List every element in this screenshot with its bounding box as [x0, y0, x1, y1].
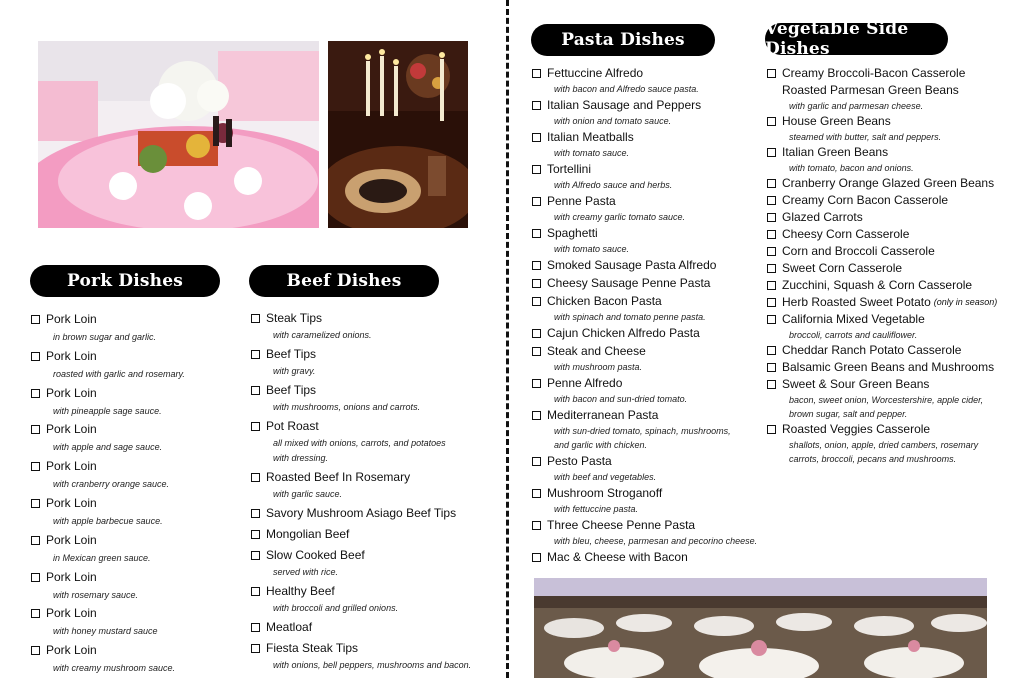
- dish-name: Slow Cooked Beef: [266, 548, 365, 562]
- menu-item-row: [251, 311, 501, 326]
- dish-name: Beef Tips: [266, 383, 317, 397]
- menu-item: [251, 548, 501, 578]
- dish-name: Mushroom Stroganoff: [547, 486, 663, 500]
- dish-description: with tomato sauce.: [554, 244, 630, 254]
- pork-dishes-list: [31, 311, 231, 678]
- dish-description: with bacon and Alfredo sauce pasta.: [554, 84, 699, 94]
- candlelit-table-photo: [328, 41, 468, 228]
- checkbox-icon[interactable]: [251, 422, 260, 431]
- menu-item-row: [31, 533, 231, 548]
- dish-name: Pork Loin: [46, 569, 97, 584]
- checkbox-icon[interactable]: [532, 165, 541, 174]
- menu-item-row: [767, 176, 1007, 191]
- menu-item: [251, 641, 501, 671]
- menu-item: [31, 348, 231, 385]
- dish-name: Spaghetti: [547, 226, 598, 240]
- checkbox-icon[interactable]: [532, 489, 541, 498]
- menu-item: [251, 311, 501, 341]
- checkbox-icon[interactable]: [532, 197, 541, 206]
- dish-name: Roasted Veggies Casserole: [782, 422, 931, 436]
- checkbox-icon[interactable]: [251, 587, 260, 596]
- checkbox-icon[interactable]: [767, 117, 776, 126]
- checkbox-icon[interactable]: [251, 350, 260, 359]
- checkbox-icon[interactable]: [532, 553, 541, 562]
- checkbox-icon[interactable]: [31, 573, 40, 582]
- menu-item-row: [31, 606, 231, 621]
- menu-item-row: [532, 276, 767, 291]
- menu-item-row: [251, 620, 501, 635]
- checkbox-icon[interactable]: [251, 473, 260, 482]
- dish-name: Creamy Broccoli-Bacon Casserole: [782, 66, 966, 80]
- menu-item: [532, 294, 767, 323]
- dish-name: Steak Tips: [266, 311, 323, 325]
- dish-name: Roasted Parmesan Green Beans: [782, 83, 959, 97]
- menu-item: [251, 383, 501, 413]
- dish-name: Glazed Carrots: [782, 210, 863, 224]
- menu-item-row: [532, 130, 767, 145]
- menu-item-row: [31, 643, 231, 658]
- dish-name: Three Cheese Penne Pasta: [547, 518, 696, 532]
- menu-item-row: [767, 261, 1007, 276]
- menu-item: [31, 311, 231, 348]
- dish-description: with bleu, cheese, parmesan and pecorino cheese.: [554, 536, 758, 546]
- dish-description: and garlic with chicken.: [554, 440, 648, 450]
- checkbox-icon[interactable]: [532, 347, 541, 356]
- dish-description: with fettuccine pasta.: [554, 504, 639, 514]
- menu-item-row: [767, 227, 1007, 242]
- dish-name: Meatloaf: [266, 620, 313, 634]
- dish-description: in brown sugar and garlic.: [53, 332, 157, 342]
- menu-item: [767, 343, 1007, 358]
- menu-item: [251, 347, 501, 377]
- menu-item: [532, 326, 767, 341]
- checkbox-icon[interactable]: [767, 363, 776, 372]
- menu-item-row: [251, 584, 501, 599]
- menu-item-row: [767, 83, 1007, 98]
- dish-description: in Mexican green sauce.: [53, 552, 151, 563]
- dish-name: Pork Loin: [46, 385, 97, 400]
- menu-item-row: [251, 470, 501, 485]
- dish-description: with bacon and sun-dried tomato.: [554, 394, 688, 404]
- dish-description: steamed with butter, salt and peppers.: [789, 132, 942, 142]
- menu-item-row: [532, 376, 767, 391]
- checkbox-icon[interactable]: [31, 536, 40, 545]
- dish-description: with sun-dried tomato, spinach, mushrooms,: [554, 426, 731, 436]
- menu-item: [767, 312, 1007, 341]
- menu-item-row: [532, 294, 767, 309]
- menu-item: [767, 422, 1007, 465]
- dish-name: Cheddar Ranch Potato Casserole: [782, 343, 962, 357]
- dish-description: with apple and sage sauce.: [53, 442, 163, 453]
- dish-name: Balsamic Green Beans and Mushrooms: [782, 360, 995, 374]
- dish-description: with pineapple sage sauce.: [53, 405, 162, 416]
- checkbox-icon[interactable]: [251, 530, 260, 539]
- dish-description: broccoli, carrots and cauliflower.: [789, 330, 918, 340]
- dish-name: Pork Loin: [46, 312, 97, 326]
- dish-name: Fettuccine Alfredo: [547, 66, 644, 80]
- checkbox-icon[interactable]: [31, 609, 40, 618]
- menu-item: [532, 454, 767, 483]
- menu-item-row: [251, 419, 501, 434]
- menu-item: [251, 584, 501, 614]
- dish-description: with onion and tomato sauce.: [554, 116, 672, 126]
- checkbox-icon[interactable]: [767, 69, 776, 78]
- checkbox-icon[interactable]: [251, 623, 260, 632]
- menu-item-row: [532, 326, 767, 341]
- menu-item: [31, 569, 231, 606]
- pasta-dishes-heading: Pasta Dishes: [531, 24, 715, 56]
- checkbox-icon[interactable]: [31, 389, 40, 398]
- dish-description: with tomato, bacon and onions.: [789, 163, 914, 173]
- dish-description: with apple barbecue sauce.: [53, 515, 163, 526]
- dish-name: Pork Loin: [46, 459, 97, 474]
- dish-description: with rosemary sauce.: [53, 589, 139, 600]
- menu-item: [532, 66, 767, 95]
- dish-description: all mixed with onions, carrots, and potatoes: [273, 438, 446, 448]
- menu-item-row: [31, 570, 231, 585]
- menu-item: [767, 83, 1007, 112]
- menu-item: [532, 98, 767, 127]
- menu-item: [532, 408, 767, 451]
- checkbox-icon[interactable]: [31, 646, 40, 655]
- menu-item: [532, 486, 767, 515]
- dish-description: with cranberry orange sauce.: [53, 479, 170, 490]
- dish-name: Beef Tips: [266, 347, 317, 361]
- checkbox-icon[interactable]: [532, 133, 541, 142]
- dish-name: Creamy Corn Bacon Casserole: [782, 193, 949, 207]
- dish-description: with dressing.: [273, 453, 329, 463]
- dish-description: roasted with garlic and rosemary.: [53, 368, 185, 379]
- dish-name: Healthy Beef: [266, 584, 335, 598]
- dish-name: Italian Green Beans: [782, 145, 889, 159]
- dish-name: Cheesy Sausage Penne Pasta: [547, 276, 711, 290]
- menu-item-row: [532, 226, 767, 241]
- checkbox-icon[interactable]: [31, 315, 40, 324]
- checkbox-icon[interactable]: [767, 264, 776, 273]
- menu-item-row: [767, 145, 1007, 160]
- checkbox-icon[interactable]: [767, 425, 776, 434]
- menu-item-row: [31, 386, 231, 401]
- dish-description: with tomato sauce.: [554, 148, 630, 158]
- menu-item: [31, 495, 231, 532]
- checkbox-icon[interactable]: [532, 329, 541, 338]
- menu-item-row: [767, 193, 1007, 208]
- menu-item: [767, 244, 1007, 259]
- dish-description: bacon, sweet onion, Worcestershire, apple cider,: [789, 395, 984, 405]
- checkbox-icon[interactable]: [767, 196, 776, 205]
- checkbox-icon[interactable]: [767, 298, 776, 307]
- banquet-hall-photo: [534, 578, 987, 678]
- menu-item: [251, 419, 501, 464]
- menu-item-row: [31, 349, 231, 364]
- checkbox-icon[interactable]: [532, 229, 541, 238]
- checkbox-icon[interactable]: [767, 346, 776, 355]
- menu-item-row: [532, 486, 767, 501]
- dish-name: Fiesta Steak Tips: [266, 641, 359, 655]
- menu-item-row: [532, 550, 767, 565]
- dish-name: Pork Loin: [46, 643, 97, 658]
- dish-description: with mushroom pasta.: [554, 362, 643, 372]
- dish-name: Savory Mushroom Asiago Beef Tips: [266, 506, 457, 520]
- menu-item: [767, 377, 1007, 420]
- menu-item: [31, 458, 231, 495]
- dish-description: with Alfredo sauce and herbs.: [554, 180, 673, 190]
- dish-name: Roasted Beef In Rosemary: [266, 470, 411, 484]
- dish-name: Italian Sausage and Peppers: [547, 98, 702, 112]
- checkbox-icon[interactable]: [31, 425, 40, 434]
- dish-description: shallots, onion, apple, dried cambers, rosemary: [789, 440, 979, 450]
- menu-item-row: [767, 295, 1007, 310]
- checkbox-icon[interactable]: [251, 386, 260, 395]
- checkbox-icon[interactable]: [767, 281, 776, 290]
- menu-item-row: [31, 422, 231, 437]
- dish-name: Sweet Corn Casserole: [782, 261, 903, 275]
- dish-name: Mediterranean Pasta: [547, 408, 659, 422]
- checkbox-icon[interactable]: [767, 247, 776, 256]
- checkbox-icon[interactable]: [251, 314, 260, 323]
- checkbox-icon[interactable]: [532, 101, 541, 110]
- vegetable-side-dishes-heading: Vegetable Side Dishes: [765, 23, 948, 55]
- menu-item: [767, 360, 1007, 375]
- checkbox-icon[interactable]: [532, 69, 541, 78]
- menu-item: [251, 506, 501, 521]
- dish-name: Smoked Sausage Pasta Alfredo: [547, 258, 717, 272]
- menu-item: [767, 227, 1007, 242]
- menu-item: [767, 145, 1007, 174]
- checkbox-icon[interactable]: [251, 509, 260, 518]
- menu-item: [31, 605, 231, 642]
- dish-description: brown sugar, salt and pepper.: [789, 409, 908, 419]
- dish-name: Pork Loin: [46, 532, 97, 547]
- menu-item: [767, 114, 1007, 143]
- dish-name: Pork Loin: [46, 606, 97, 621]
- checkbox-icon[interactable]: [532, 521, 541, 530]
- dish-description: with creamy mushroom sauce.: [53, 663, 176, 674]
- menu-item-row: [251, 641, 501, 656]
- menu-item-row: [31, 496, 231, 511]
- menu-item-row: [767, 66, 1007, 81]
- menu-item: [767, 193, 1007, 208]
- menu-item: [532, 276, 767, 291]
- dish-name: Pork Loin: [46, 495, 97, 510]
- dish-name: Mongolian Beef: [266, 527, 350, 541]
- beef-dishes-list: [251, 311, 501, 677]
- menu-item-row: [767, 422, 1007, 437]
- menu-item-row: [767, 114, 1007, 129]
- menu-item: [532, 376, 767, 405]
- menu-item: [532, 344, 767, 373]
- dish-name: Pot Roast: [266, 419, 319, 433]
- menu-item: [532, 226, 767, 255]
- checkbox-icon[interactable]: [31, 499, 40, 508]
- dish-name: Cheesy Corn Casserole: [782, 227, 910, 241]
- checkbox-icon[interactable]: [532, 411, 541, 420]
- menu-item-row: [532, 98, 767, 113]
- checkbox-icon[interactable]: [532, 297, 541, 306]
- menu-item: [767, 278, 1007, 293]
- checkbox-icon[interactable]: [532, 457, 541, 466]
- menu-item: [767, 210, 1007, 225]
- menu-item-row: [767, 312, 1007, 327]
- menu-item-row: [251, 527, 501, 542]
- checkbox-icon[interactable]: [532, 279, 541, 288]
- checkbox-icon[interactable]: [532, 379, 541, 388]
- checkbox-icon[interactable]: [767, 230, 776, 239]
- menu-item: [31, 421, 231, 458]
- dish-description: with garlic sauce.: [273, 489, 343, 499]
- dish-description: with beef and vegetables.: [554, 472, 657, 482]
- banquet-table-photo: [38, 41, 319, 228]
- menu-item-row: [532, 454, 767, 469]
- dish-description: with creamy garlic tomato sauce.: [554, 212, 686, 222]
- dish-name: Italian Meatballs: [547, 130, 634, 144]
- menu-item-row: [532, 408, 767, 423]
- menu-item-row: [767, 360, 1007, 375]
- dish-description: with mushrooms, onions and carrots.: [273, 402, 421, 412]
- checkbox-icon[interactable]: [31, 352, 40, 361]
- dish-description: with garlic and parmesan cheese.: [789, 101, 924, 111]
- menu-item-row: [767, 244, 1007, 259]
- menu-item-row: [251, 548, 501, 563]
- vegetable-side-dishes-list: [767, 66, 1007, 467]
- dish-name: Pork Loin: [46, 348, 97, 363]
- dish-name: Sweet & Sour Green Beans: [782, 377, 930, 391]
- menu-item: [251, 470, 501, 500]
- dish-name: Tortellini: [547, 162, 592, 176]
- beef-dishes-heading: Beef Dishes: [249, 265, 439, 297]
- pork-dishes-heading: Pork Dishes: [30, 265, 220, 297]
- dish-name: House Green Beans: [782, 114, 891, 128]
- dish-name: Chicken Bacon Pasta: [547, 294, 662, 308]
- dish-description: with caramelized onions.: [273, 330, 372, 340]
- menu-item: [31, 642, 231, 678]
- menu-item: [31, 532, 231, 569]
- dish-name: Penne Pasta: [547, 194, 616, 208]
- dish-name: Zucchini, Squash & Corn Casserole: [782, 278, 973, 292]
- menu-item: [532, 550, 767, 565]
- checkbox-icon[interactable]: [532, 261, 541, 270]
- menu-item: [767, 176, 1007, 191]
- dish-name: Pesto Pasta: [547, 454, 612, 468]
- menu-item-row: [532, 194, 767, 209]
- dish-description: with honey mustard sauce: [53, 626, 158, 637]
- menu-item: [532, 194, 767, 223]
- checkbox-icon[interactable]: [767, 213, 776, 222]
- menu-item-row: [767, 278, 1007, 293]
- checkbox-icon[interactable]: [251, 644, 260, 653]
- menu-item-row: [251, 347, 501, 362]
- dish-name: Steak and Cheese: [547, 344, 646, 358]
- dish-name: California Mixed Vegetable: [782, 312, 925, 326]
- dish-name: Corn and Broccoli Casserole: [782, 244, 935, 258]
- menu-item-row: [31, 312, 231, 327]
- center-dashed-divider: [506, 0, 509, 678]
- menu-item: [532, 518, 767, 547]
- dish-name: Cranberry Orange Glazed Green Beans: [782, 176, 995, 190]
- dish-name: Cajun Chicken Alfredo Pasta: [547, 326, 700, 340]
- dish-description: with gravy.: [273, 366, 316, 376]
- menu-item: [31, 385, 231, 422]
- dish-description: with broccoli and grilled onions.: [273, 603, 399, 613]
- checkbox-icon[interactable]: [31, 462, 40, 471]
- checkbox-icon[interactable]: [767, 380, 776, 389]
- checkbox-icon[interactable]: [767, 148, 776, 157]
- pasta-dishes-list: [532, 66, 767, 568]
- dish-note: (only in season): [933, 297, 998, 307]
- menu-item-row: [767, 210, 1007, 225]
- dish-description: carrots, broccoli, pecans and mushrooms.: [789, 454, 957, 464]
- dish-name: Herb Roasted Sweet Potato: [782, 295, 931, 309]
- checkbox-icon[interactable]: [767, 179, 776, 188]
- menu-item: [767, 261, 1007, 276]
- menu-item-row: [532, 344, 767, 359]
- dish-description: with onions, bell peppers, mushrooms and bacon.: [273, 660, 472, 670]
- dish-description: with spinach and tomato penne pasta.: [554, 312, 706, 322]
- menu-item-row: [251, 383, 501, 398]
- menu-item-row: [767, 377, 1007, 392]
- menu-item: [767, 66, 1007, 81]
- menu-item-row: [532, 162, 767, 177]
- menu-item: [251, 620, 501, 635]
- menu-item: [532, 130, 767, 159]
- checkbox-icon[interactable]: [767, 315, 776, 324]
- dish-name: Mac & Cheese with Bacon: [547, 550, 688, 564]
- menu-item: [532, 162, 767, 191]
- menu-item: [532, 258, 767, 273]
- menu-item-row: [251, 506, 501, 521]
- menu-item-row: [767, 343, 1007, 358]
- dish-name: Pork Loin: [46, 422, 97, 437]
- menu-item-row: [31, 459, 231, 474]
- menu-item: [767, 295, 1007, 310]
- menu-item: [251, 527, 501, 542]
- dish-name: Penne Alfredo: [547, 376, 623, 390]
- menu-item-row: [532, 258, 767, 273]
- menu-item-row: [532, 66, 767, 81]
- checkbox-icon[interactable]: [251, 551, 260, 560]
- dish-description: served with rice.: [273, 567, 339, 577]
- menu-item-row: [532, 518, 767, 533]
